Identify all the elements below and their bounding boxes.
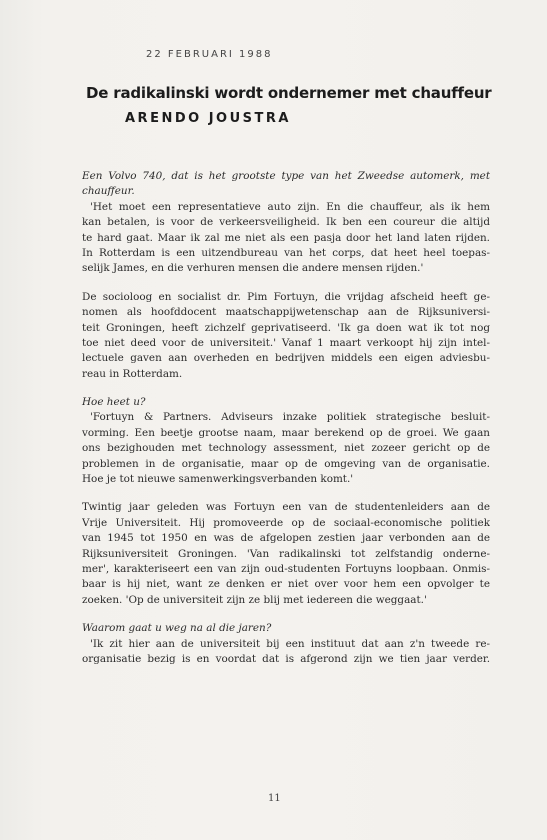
text-line: De socioloog en socialist dr. Pim Fortuyn, die vrijdag afscheid heeft ge- (82, 290, 490, 303)
text-line: 'Ik zit hier aan de universiteit bij een instituut dat aan z'n tweede re- (90, 637, 490, 650)
text-line: Hoe heet u? (82, 396, 146, 409)
article-author: ARENDO JOUSTRA (125, 111, 291, 126)
question (82, 621, 490, 636)
text-line: selijk James, en die verhuren mensen die andere mensen rijden.' (82, 262, 424, 275)
text-line: 'Het moet een representatieve auto zijn. En die chauffeur, als ik hem (90, 200, 490, 213)
text-line: organisatie bezig is en voordat dat is afgerond zijn we tien jaar verder. (82, 652, 490, 665)
paragraph (82, 637, 490, 668)
text-line: Waarom gaat u weg na al die jaren? (82, 622, 272, 635)
text-line: chauffeur. (82, 185, 135, 198)
paragraph (82, 500, 490, 608)
text-line: Een Volvo 740, dat is het grootste type van het Zweedse automerk, met (82, 170, 490, 182)
text-line: te hard gaat. Maar ik zal me niet als een pasja door het land laten rijden. (82, 231, 490, 244)
text-line: ons bezighouden met technology assessment, niet zozeer gericht op de (82, 442, 490, 455)
text-line: lectuele gaven aan overheden en bedrijven middels een eigen adviesbu- (82, 352, 490, 365)
text-line: kan betalen, is voor de verkeersveiligheid. Ik ben een coureur die altijd (82, 216, 490, 229)
article-date: 22 FEBRUARI 1988 (146, 49, 273, 60)
question (82, 395, 490, 410)
text-line: van 1945 tot 1950 en was de afgelopen zestien jaar verbonden aan de (82, 532, 490, 545)
text-line: Twintig jaar geleden was Fortuyn een van de studentenleiders aan de (82, 501, 490, 514)
paragraph (82, 200, 490, 277)
text-line: In Rotterdam is een uitzendbureau van het corps, dat heet heel toepas- (82, 246, 490, 259)
text-line: toe niet deed voor de universiteit.' Vanaf 1 maart verkoopt hij zijn intel- (82, 336, 490, 349)
text-line: problemen in de organisatie, maar op de omgeving van de organisatie. (82, 457, 490, 470)
text-line: 'Fortuyn & Partners. Adviseurs inzake politiek strategische besluit- (90, 411, 490, 424)
text-line: reau in Rotterdam. (82, 367, 183, 380)
text-line: Rijksuniversiteit Groningen. 'Van radikalinski tot zelfstandig onderne- (82, 547, 490, 560)
article-body (82, 169, 490, 667)
paragraph (82, 169, 490, 200)
text-line: Vrije Universiteit. Hij promoveerde op de sociaal-economische politiek (82, 516, 490, 529)
paragraph (82, 410, 490, 487)
page-number: 11 (268, 793, 281, 804)
text-line: baar is hij niet, want ze denken er niet over voor hem een opvolger te (82, 578, 490, 591)
article-title: De radikalinski wordt ondernemer met chauffeur (86, 84, 492, 102)
text-line: zoeken. 'Op de universiteit zijn ze blij met iedereen die weggaat.' (82, 593, 427, 606)
text-line: vorming. Een beetje grootse naam, maar berekend op de groei. We gaan (82, 426, 490, 439)
text-line: mer', karakteriseert een van zijn oud-studenten Fortuyns loopbaan. Onmis- (82, 562, 490, 575)
text-line: Hoe je tot nieuwe samenwerkingsverbanden komt.' (82, 473, 354, 486)
text-line: teit Groningen, heeft zichzelf geprivatiseerd. 'Ik ga doen wat ik tot nog (82, 321, 490, 334)
paragraph (82, 290, 490, 382)
text-line: nomen als hoofddocent maatschappijwetenschap aan de Rijksuniversi- (82, 306, 490, 319)
